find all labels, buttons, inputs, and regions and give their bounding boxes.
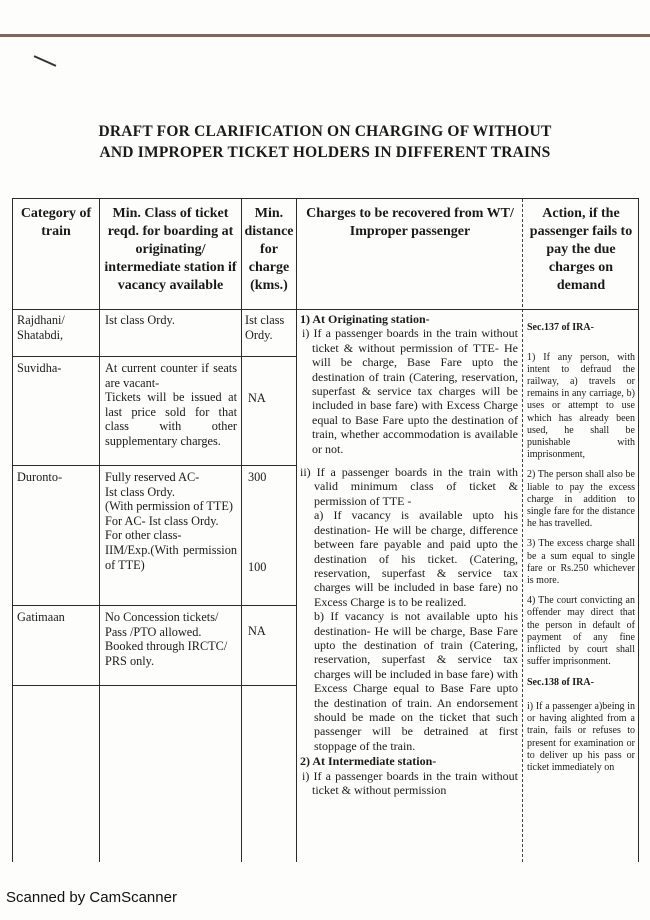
- action-text: [527, 321, 635, 774]
- row-rule-4: [13, 685, 297, 686]
- header-rule: [13, 309, 638, 310]
- page-top-edge: [0, 34, 650, 37]
- header-charges: Charges to be recovered from WT/ Improper passenger: [306, 206, 514, 239]
- pen-mark: [34, 55, 57, 67]
- action-clause: 1) If any person, with intent to defraud the railway, a) travels or remains in any carriage, b) uses or attempt to use which has already been used, he shall be punishable with imprisonment,: [527, 351, 635, 461]
- row-rule-2: [13, 465, 297, 466]
- originating-station-heading: 1) At Originating station-: [300, 312, 430, 326]
- section-137-heading: Sec.137 of IRA-: [527, 322, 594, 333]
- row-distance: NA: [248, 624, 266, 638]
- charges-clause: a) If vacancy is available upto his destination- He will be charge, difference between fare payable and paid upto the destination of his ticket. (Catering, reservation, superfast & service tax charges will be included in base fare) no Excess Charge is to be realized.: [314, 508, 518, 609]
- charges-clause: ii) If a passenger boards in the train with valid minimum class of ticket & permission of TTE -: [300, 465, 518, 508]
- section-138-heading: Sec.138 of IRA-: [527, 677, 594, 689]
- action-clause: 2) The person shall also be liable to pay the excess charge in addition to single fare for the distance he has travelled.: [527, 469, 635, 530]
- row-distance-other: 100: [248, 560, 267, 574]
- row-min-class: Fully reserved AC- Ist class Ordy. (With permission of TTE) For AC- Ist class Ordy. For other class- IIM/Exp.(With permission of TTE): [105, 470, 237, 572]
- col-divider-3: [296, 199, 297, 862]
- row-category: Gatimaan: [17, 610, 65, 624]
- charges-clause: b) If vacancy is not available upto his destination- He will be charge, Base Fare upto the destination of train (Catering, reservation, superfast & service tax charges will be included in base fare) with Excess Charge equal to Base Fare upto the destination of train. An endorsement should be made on the ticket that such passenger will be detrained at first stoppage of the train.: [314, 609, 518, 753]
- col-divider-4: [522, 199, 523, 862]
- col-divider-1: [99, 199, 100, 862]
- header-min-class: Min. Class of ticket reqd. for boarding at originating/ intermediate station if vacancy available: [104, 206, 237, 293]
- intermediate-station-heading: 2) At Intermediate station-: [300, 754, 437, 769]
- row-rule-1: [13, 356, 297, 357]
- row-distance: Ist class Ordy.: [245, 313, 285, 342]
- row-category: Duronto-: [17, 470, 63, 484]
- row-rule-3: [13, 605, 297, 606]
- scanner-watermark: Scanned by CamScanner: [6, 889, 177, 906]
- charges-clause: i) If a passenger boards in the train without ticket & without permission: [302, 768, 518, 797]
- row-distance-ac: 300: [248, 470, 267, 484]
- title-line-1: DRAFT FOR CLARIFICATION ON CHARGING OF WITHOUT: [98, 123, 552, 140]
- row-min-class: Ist class Ordy.: [105, 313, 175, 327]
- charges-table: [12, 198, 639, 862]
- row-category: Suvidha-: [17, 361, 62, 375]
- title-line-2: AND IMPROPER TICKET HOLDERS IN DIFFERENT TRAINS: [99, 144, 551, 161]
- row-category: Rajdhani/ Shatabdi,: [17, 313, 65, 342]
- action-clause: 3) The excess charge shall be a sum equal to single fare or Rs.250 whichever is more.: [527, 538, 635, 587]
- header-action: Action, if the passenger fails to pay the due charges on demand: [529, 206, 633, 293]
- row-distance: NA: [248, 391, 266, 405]
- header-category: Category of train: [20, 206, 92, 239]
- charges-text: [300, 312, 518, 797]
- col-divider-2: [241, 199, 242, 862]
- row-min-class: No Concession tickets/ Pass /PTO allowed. Booked through IRCTC/ PRS only.: [105, 610, 228, 668]
- charges-clause: i) If a passenger boards in the train without ticket & without permission of TTE- He will be charge, Base Fare upto the destination of train (Catering, reservation, superfast & service tax charges will be included in base fare) with Excess Charge equal to Base Fare upto the destination of train, whether accommodation is available or not.: [302, 326, 518, 456]
- document-title: [40, 121, 610, 163]
- row-min-class: At current counter if seats are vacant- Tickets will be issued at last price sold for that class with other supplementary charges.: [105, 361, 237, 448]
- action-clause: 4) The court convicting an offender may direct that the person in default of payment of any fine inflicted by court shall suffer imprisonment.: [527, 595, 635, 668]
- action-clause: i) If a passenger a)being in or having alighted from a train, fails or refuses to present for examination or to deliver up his pass or ticket immediately on: [527, 701, 635, 774]
- header-min-distance: Min. distance for charge (kms.): [244, 206, 294, 293]
